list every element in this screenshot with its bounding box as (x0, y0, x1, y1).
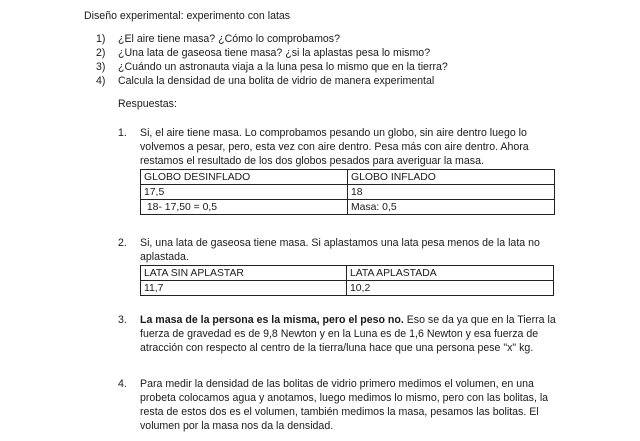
answer-4 (118, 377, 558, 433)
question-number: 2) (96, 47, 106, 59)
question-number: 3) (96, 61, 106, 73)
question-number: 4) (96, 75, 106, 87)
table-row (141, 281, 554, 296)
question-number: 1) (96, 33, 106, 45)
answer-line: volumen por la masa nos da la densidad. (140, 420, 334, 432)
question-text: ¿Cuándo un astronauta viaja a la luna pesa lo mismo que en la tierra? (118, 61, 448, 73)
answer-number: 3. (118, 314, 127, 326)
answer-line: resta de estos dos es el volumen, también medimos la masa, pesamos las bolitas. El (140, 406, 539, 418)
question-item (96, 74, 616, 88)
table-cell: Masa: 0,5 (348, 200, 555, 215)
answer-3 (118, 313, 558, 355)
answers-label: Respuestas: (118, 98, 177, 110)
answer-1 (118, 126, 558, 215)
answer-number: 1. (118, 127, 127, 139)
answer-line: atracción con respecto al centro de la tierra/luna hace que una persona pese "x" kg. (140, 342, 534, 354)
answer-line (140, 313, 558, 327)
table-cell: 11,7 (141, 281, 347, 296)
table-cell: 17,5 (141, 185, 348, 200)
can-table (140, 265, 554, 296)
table-header-cell: GLOBO DESINFLADO (141, 170, 348, 185)
answer-line-rest: Eso se da ya que en la Tierra la (403, 314, 556, 326)
table-header-cell: LATA SIN APLASTAR (141, 266, 347, 281)
answer-line: Si, el aire tiene masa. Lo comprobamos pesando un globo, sin aire dentro luego lo (140, 127, 527, 139)
answer-bold-text: La masa de la persona es la misma, pero el peso no. (140, 314, 404, 326)
table-cell: 10,2 (347, 281, 554, 296)
answer-line: probeta colocamos agua y anotamos, luego medimos lo mismo, pero con las bolitas, la (140, 392, 549, 404)
question-text: Calcula la densidad de una bolita de vidrio de manera experimental (118, 75, 435, 87)
table-cell: 18 (348, 185, 555, 200)
answer-line: fuerza de gravedad es de 9,8 Newton y en la Luna es de 1,6 Newton y esa fuerza de (140, 328, 539, 340)
answer-number: 2. (118, 237, 127, 249)
table-row (141, 185, 555, 200)
document-title: Diseño experimental: experimento con latas (84, 10, 291, 22)
question-list (96, 32, 616, 88)
answer-line: Si, una lata de gaseosa tiene masa. Si aplastamos una lata pesa menos de la lata no (140, 237, 540, 249)
table-header-cell: GLOBO INFLADO (348, 170, 555, 185)
balloon-table (140, 169, 555, 215)
answer-number: 4. (118, 378, 127, 390)
question-text: ¿Una lata de gaseosa tiene masa? ¿si la aplastas pesa lo mismo? (118, 47, 431, 59)
answer-line: aplastada. (140, 251, 189, 263)
question-item (96, 32, 616, 46)
table-row (141, 200, 555, 215)
question-item (96, 60, 616, 74)
table-header-row (141, 266, 554, 281)
answer-2 (118, 236, 558, 296)
table-header-cell: LATA APLASTADA (347, 266, 554, 281)
answer-line: restamos el resultado de los dos globos pesados para averiguar la masa. (140, 155, 484, 167)
table-header-row (141, 170, 555, 185)
answer-line: volvemos a pesar, pero, esta vez con aire dentro. Pesa más con aire dentro. Ahora (140, 141, 529, 153)
table-cell: 18- 17,50 = 0,5 (141, 200, 348, 215)
answer-line: Para medir la densidad de las bolitas de vidrio primero medimos el volumen, en una (140, 378, 534, 390)
question-text: ¿El aire tiene masa? ¿Cómo lo comprobamos? (118, 33, 340, 45)
question-item (96, 46, 616, 60)
